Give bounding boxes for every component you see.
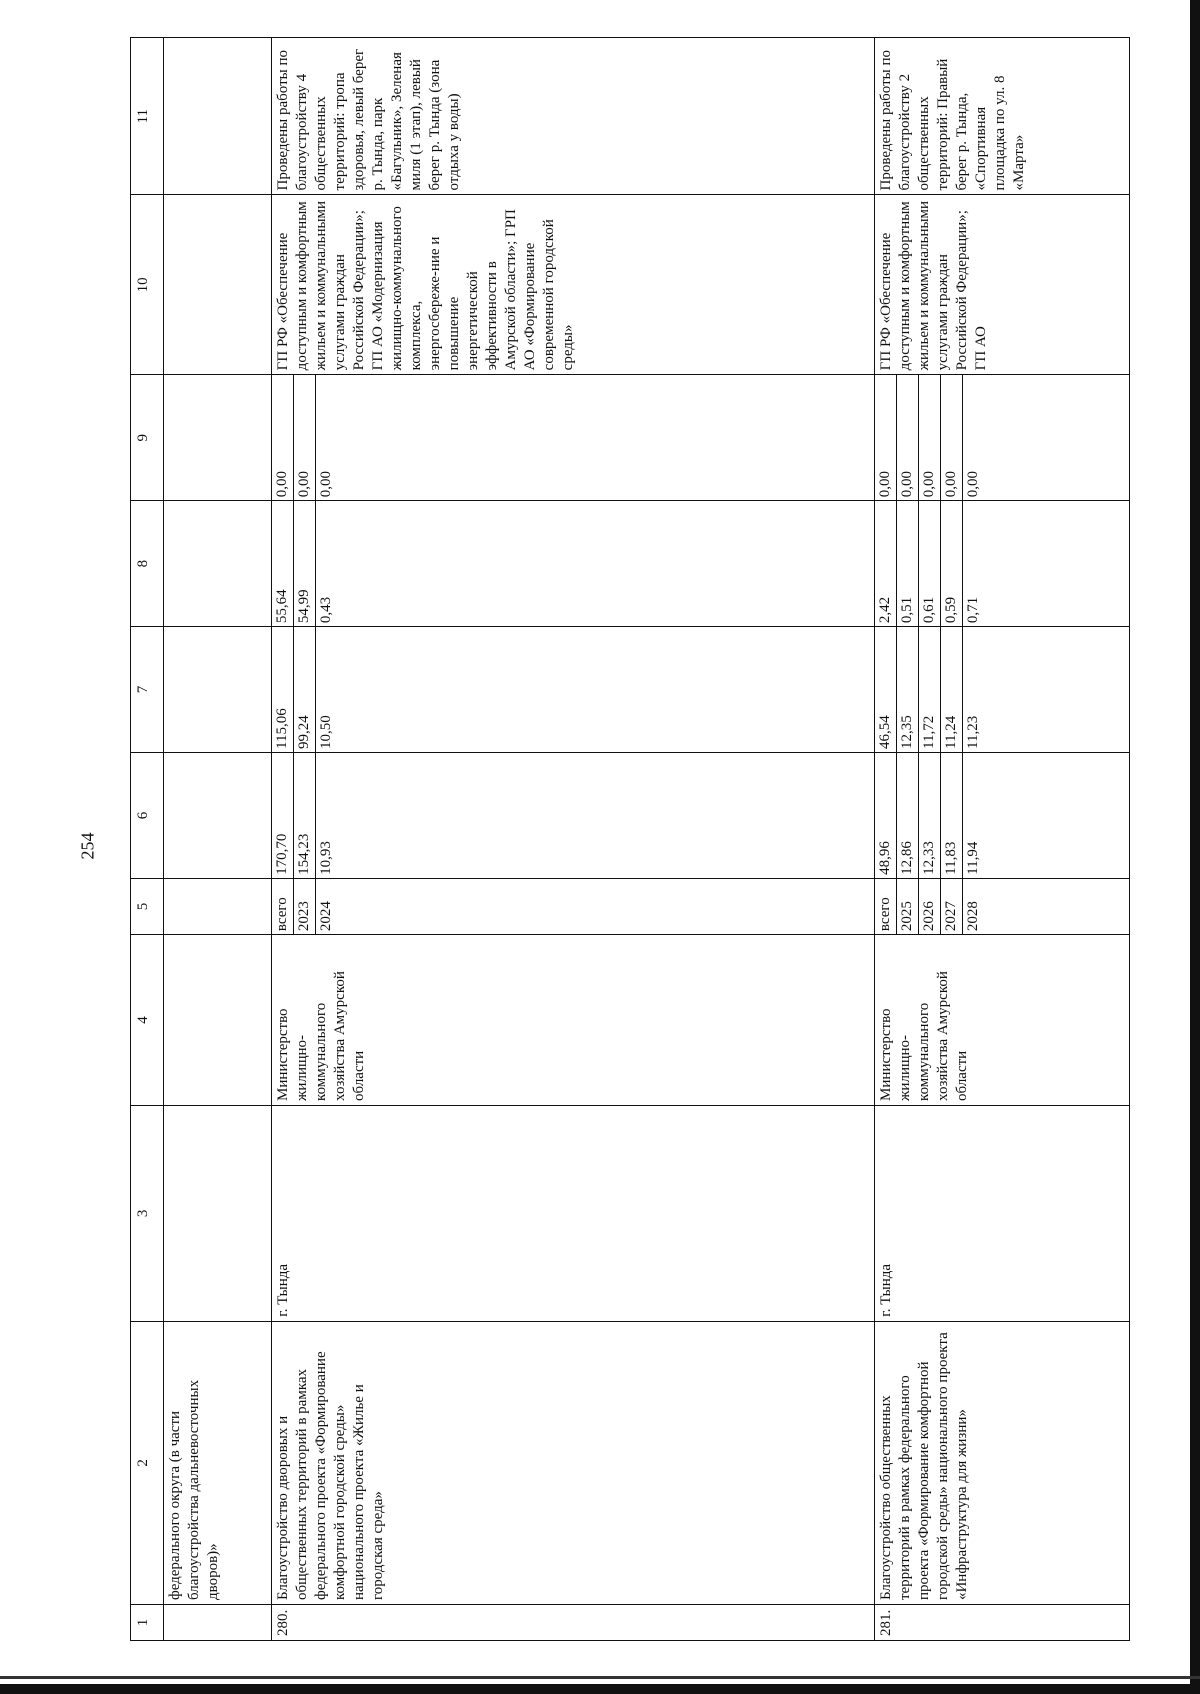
scan-border-right — [1190, 0, 1200, 1694]
col-header-1: 1 — [131, 1605, 164, 1641]
page-number: 254 — [77, 832, 98, 860]
year-value: всего — [272, 879, 294, 934]
amount-cell-col9 — [272, 375, 875, 501]
amount-value: 0,59 — [941, 501, 963, 626]
location: г. Тында — [875, 1105, 1130, 1321]
amount-value: 0,00 — [294, 375, 316, 500]
amount-cell — [164, 501, 272, 627]
program: ГП РФ «Обеспечение доступным и комфортным жильем и коммунальными услугами граждан Российской Федерации»; ГП АО — [875, 195, 1130, 375]
amount-value: 99,24 — [294, 627, 316, 752]
scan-border-bottom-inner — [0, 1676, 1200, 1679]
amount-value: 0,43 — [318, 596, 334, 624]
year-value: 2023 — [294, 879, 316, 934]
col-header-8: 8 — [131, 501, 164, 627]
year-value: 2028 — [965, 901, 981, 932]
amount-value: 0,00 — [919, 375, 941, 500]
amount-value: 0,71 — [965, 596, 981, 624]
col-header-5: 5 — [131, 878, 164, 934]
amount-value: 0,00 — [318, 470, 334, 498]
amount-value: 11,23 — [965, 715, 981, 749]
years-cell — [875, 878, 1130, 934]
amount-value: 12,86 — [897, 753, 919, 878]
amount-value: 10,50 — [318, 715, 334, 749]
amount-value: 0,00 — [897, 375, 919, 500]
amount-value: 48,96 — [875, 753, 897, 878]
measure-name: Благоустройство общественных территорий в рамках федерального проекта «Формирование комфортной городской среды» национального проекта «Инфраструктура для жизни» — [875, 1321, 1130, 1604]
amount-value: 12,35 — [897, 627, 919, 752]
amount-value: 115,06 — [272, 627, 294, 752]
table-row-continuation — [164, 38, 272, 1641]
result — [164, 38, 272, 195]
col-header-7: 7 — [131, 627, 164, 753]
amount-value: 2,42 — [875, 501, 897, 626]
amount-value: 0,00 — [965, 470, 981, 498]
amount-cell-col7 — [875, 627, 1130, 753]
result: Проведены работы по благоустройству 2 общественных территорий: Правый берег р. Тында, «Спортивная площадка по ул. 8 «Марта» — [875, 38, 1130, 195]
executor: Министерство жилищно-коммунального хозяйства Амурской области — [272, 935, 875, 1106]
amount-value: 0,51 — [897, 501, 919, 626]
amount-cell-col9 — [875, 375, 1130, 501]
program: ГП РФ «Обеспечение доступным и комфортным жильем и коммунальными услугами граждан Российской Федерации»; ГП АО «Модернизация жилищно-коммунального комплекса, энергосбереже-ние и повышение энергетической эффективности в Амурской области»; ГРП АО «Формирование современной городской среды» — [272, 195, 875, 375]
amount-cell-col8 — [875, 501, 1130, 627]
amount-value: 11,83 — [941, 753, 963, 878]
amount-cell-col7 — [272, 627, 875, 753]
col-header-6: 6 — [131, 752, 164, 878]
years-cell — [272, 878, 875, 934]
amount-value: 170,70 — [272, 753, 294, 878]
amount-value: 54,99 — [294, 501, 316, 626]
header-row — [131, 38, 164, 1641]
program — [164, 195, 272, 375]
year-value: 2025 — [897, 879, 919, 934]
amount-value: 55,64 — [272, 501, 294, 626]
amount-value: 0,00 — [875, 375, 897, 500]
amount-cell — [164, 375, 272, 501]
amount-value: 11,72 — [919, 627, 941, 752]
amount-value: 154,23 — [294, 753, 316, 878]
amount-value: 12,33 — [919, 753, 941, 878]
amount-cell-col8 — [272, 501, 875, 627]
rotated-table-container — [130, 37, 1150, 1641]
amount-value: 0,61 — [919, 501, 941, 626]
row-number: 281. — [875, 1605, 1130, 1641]
years-cell — [164, 878, 272, 934]
executor: Министерство жилищно-коммунального хозяйства Амурской области — [875, 935, 1130, 1106]
amount-value: 11,94 — [965, 841, 981, 875]
amount-value: 11,24 — [941, 627, 963, 752]
col-header-2: 2 — [131, 1321, 164, 1604]
year-value: 2026 — [919, 879, 941, 934]
amount-value: 0,00 — [272, 375, 294, 500]
scan-border-bottom — [0, 1684, 1200, 1694]
col-header-4: 4 — [131, 935, 164, 1106]
table-row-281 — [875, 38, 1130, 1641]
amount-value: 46,54 — [875, 627, 897, 752]
amount-value: 10,93 — [318, 841, 334, 875]
amount-cell — [164, 752, 272, 878]
amount-cell-col6 — [875, 752, 1130, 878]
year-value: 2027 — [941, 879, 963, 934]
location — [164, 1105, 272, 1321]
year-value: 2024 — [318, 901, 334, 932]
col-header-10: 10 — [131, 195, 164, 375]
measure-name: Благоустройство дворовых и общественных территорий в рамках федерального проекта «Формирование комфортной городской среды» национального проекта «Жилье и городская среда» — [272, 1321, 875, 1604]
year-value: всего — [875, 879, 897, 934]
row-number — [164, 1605, 272, 1641]
result: Проведены работы по благоустройству 4 общественных территорий: тропа здоровья, левый берег р. Тында, парк «Багульник», Зеленая миля (1 этап), левый берег р. Тында (зона отдыха у воды) — [272, 38, 875, 195]
amount-cell — [164, 627, 272, 753]
row-number: 280. — [272, 1605, 875, 1641]
executor — [164, 935, 272, 1106]
amount-value: 0,00 — [941, 375, 963, 500]
program-table — [130, 37, 1130, 1641]
years-list — [272, 879, 337, 934]
table-row-280 — [272, 38, 875, 1641]
measure-name: федерального округа (в части благоустройства дальневосточных дворов)» — [164, 1321, 272, 1604]
amount-cell-col6 — [272, 752, 875, 878]
col-header-9: 9 — [131, 375, 164, 501]
location: г. Тында — [272, 1105, 875, 1321]
col-header-3: 3 — [131, 1105, 164, 1321]
col-header-11: 11 — [131, 38, 164, 195]
years-list — [875, 879, 984, 934]
